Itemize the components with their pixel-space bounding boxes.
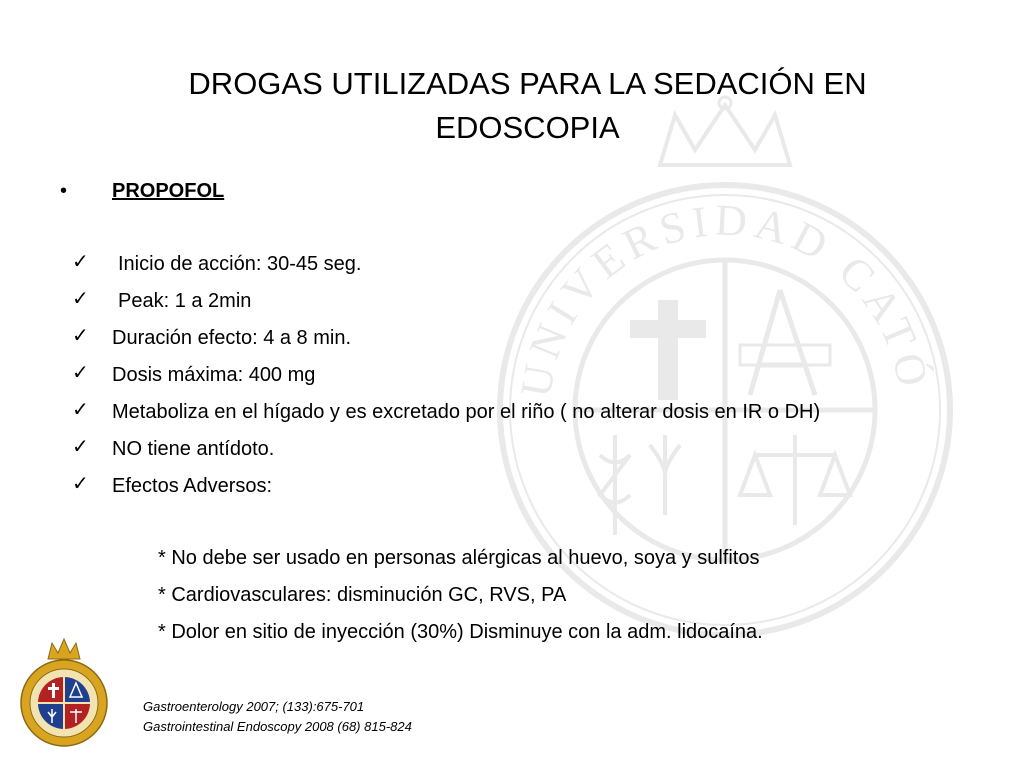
adverse-effect-item: * Cardiovasculares: disminución GC, RVS, PA [158, 584, 567, 606]
list-item [0, 326, 1000, 363]
svg-text:UNIVERSIDAD CATÓ: UNIVERSIDAD CATÓ [510, 195, 939, 401]
list-item-text: Dosis máxima: 400 mg [112, 364, 316, 386]
checkmark-icon: ✓ [72, 251, 89, 273]
checkmark-icon: ✓ [72, 399, 89, 421]
checkmark-icon: ✓ [72, 362, 89, 384]
list-item-text: Efectos Adversos: [112, 475, 273, 497]
university-seal-logo [18, 637, 110, 749]
section-heading-propofol: PROPOFOL [112, 180, 225, 202]
list-item [0, 363, 1000, 400]
list-item [0, 474, 1000, 511]
references [143, 697, 412, 737]
list-item-text: NO tiene antídoto. [112, 438, 275, 460]
list-item-text: Peak: 1 a 2min [118, 290, 252, 312]
list-item-text: Inicio de acción: 30-45 seg. [118, 253, 362, 275]
list-item [0, 437, 1000, 474]
list-item [0, 289, 1000, 326]
reference-item: Gastrointestinal Endoscopy 2008 (68) 815-824 [143, 719, 412, 734]
reference-item: Gastroenterology 2007; (133):675-701 [143, 699, 365, 714]
title-line-1: DROGAS UTILIZADAS PARA LA SEDACIÓN EN [188, 66, 867, 101]
adverse-effect-item: * No debe ser usado en personas alérgicas al huevo, soya y sulfitos [158, 547, 760, 569]
checkmark-icon: ✓ [72, 288, 89, 310]
checkmark-icon: ✓ [72, 436, 89, 458]
checkmark-icon: ✓ [72, 325, 89, 347]
slide-title [120, 62, 935, 150]
list-item [0, 400, 1000, 437]
list-item-text: Duración efecto: 4 a 8 min. [112, 327, 352, 349]
check-list [0, 252, 1000, 511]
checkmark-icon: ✓ [72, 473, 89, 495]
bullet-icon: • [60, 180, 68, 202]
list-item [0, 252, 1000, 289]
list-item-text: Metaboliza en el hígado y es excretado por el riño ( no alterar dosis en IR o DH) [112, 401, 821, 423]
title-line-2: EDOSCOPIA [435, 110, 620, 145]
adverse-effects-list [158, 546, 763, 657]
adverse-effect-item: * Dolor en sitio de inyección (30%) Disminuye con la adm. lidocaína. [158, 621, 763, 643]
